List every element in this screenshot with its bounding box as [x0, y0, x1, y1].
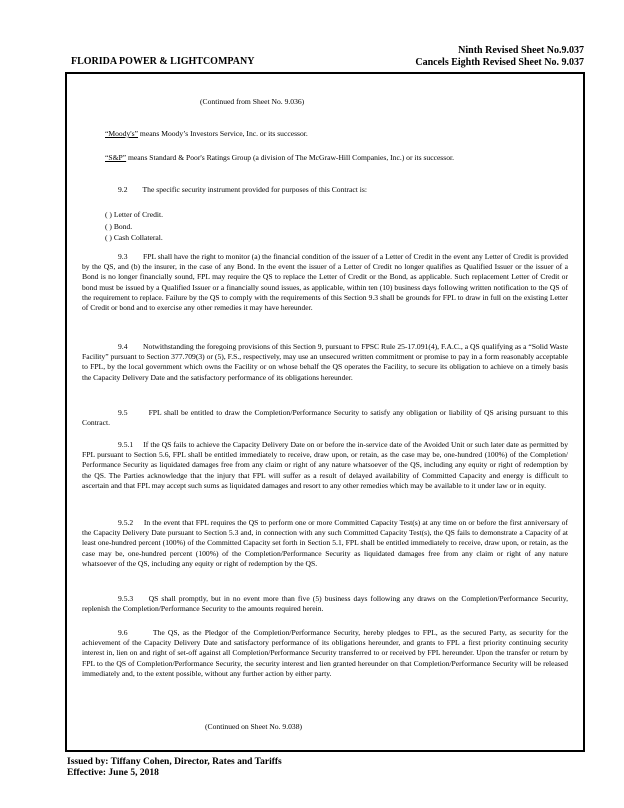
section-9-5: 9.5 FPL shall be entitled to draw the Completion/Performance Security to satisfy any obligation or liability of QS arising pursuant to this Contract. [82, 408, 570, 428]
section-9-4: 9.4 Notwithstanding the foregoing provisions of this Section 9, pursuant to FPSC Rule 25-17.091(4), F.A.C., a QS qualifying as a “Solid Waste Facility” pursuant to Section 377.709(3) or (5), F.S., respectively, may use an unsecured written commitment or promise to pay in a form reasonably acceptable to FPL, by the local government which owns the Facility or on whose behalf the QS operates the Facility, to secure its obligation to achieve on a timely basis the Capacity Delivery Date and the satisfactory performance of its obligations hereunder. [82, 342, 570, 382]
sheet-header [415, 45, 584, 69]
section-9-2: 9.2 The specific security instrument provided for purposes of this Contract is: [118, 185, 367, 194]
option-cash-collateral: ( ) Cash Collateral. [105, 233, 163, 242]
continued-on: (Continued on Sheet No. 9.038) [205, 722, 303, 731]
section-9-5-1: 9.5.1 If the QS fails to achieve the Capacity Delivery Date on or before the in-service date of the Avoided Unit or such later date as permitted by FPL pursuant to Section 5.6, FPL shall be entitled immediately to receive, draw upon, or retain, as the case may be, one-hundred (100%) of the Completion/ Performance Security as liquidated damages free from any claim or right of any nature whatsoever of the QS, including any equity or right of redemption by the QS. The Parties acknowledge that the injury that FPL will suffer as a result of delayed availability of Committed Capacity and energy is difficult to ascertain and that FPL may accept such sums as liquidated damages and resort to any other remedies which may be available to it under law or in equity. [82, 440, 570, 490]
cancels-sheet: Cancels Eighth Revised Sheet No. 9.037 [415, 57, 584, 68]
definition-sp: “S&P” means Standard & Poor's Ratings Group (a division of The McGraw-Hill Companies, Inc.) or its successor. [105, 153, 455, 162]
company-name: FLORIDA POWER & LIGHTCOMPANY [71, 56, 255, 67]
option-letter-of-credit: ( ) Letter of Credit. [105, 210, 163, 219]
section-9-5-3: 9.5.3 QS shall promptly, but in no event more than five (5) business days following any draws on the Completion/Performance Security, replenish the Completion/Performance Security to the amounts required herein. [82, 594, 570, 614]
effective-date: Effective: June 5, 2018 [67, 768, 159, 778]
sheet-number: Ninth Revised Sheet No.9.037 [458, 45, 584, 56]
section-9-3: 9.3 FPL shall have the right to monitor (a) the financial condition of the issuer of a Letter of Credit in the event any Letter of Credit is provided by the QS, and (b) the insurer, in the case of any Bond. In the event the issuer of a Letter of Credit no longer qualifies as Qualified Issuer or the issuer of a Bond is no longer financially sound, FPL may require the QS to replace the Letter of Credit or the Bond, as applicable. Such replacement Letter of Credit or bond must be issued by a Qualified Issuer or a financially sound issues, as applicable, within ten (10) business days following written notification to the QS of the requirement to replace. Failure by the QS to comply with the requirements of this Section 9.3 shall be grounds for FPL to draw in full on the existing Letter of Credit or bond and to exercise any other remedies it may have hereunder. [82, 252, 570, 313]
definition-moodys: “Moody's” means Moody’s Investors Service, Inc. or its successor. [105, 129, 308, 138]
continued-from: (Continued from Sheet No. 9.036) [200, 97, 305, 106]
footer [67, 757, 282, 779]
section-9-6: 9.6 The QS, as the Pledgor of the Completion/Performance Security, hereby pledges to FPL, as the secured Party, as security for the achievement of the Capacity Delivery Date and satisfactory performance of its obligations hereunder, and grants to FPL a first priority continuing security interest in, lien on and right of set-off against all Completion/Performance Security transferred to or received by FPL hereunder. Upon the transfer or return by FPL to the QS of Completion/Performance Security, the security interest and lien granted hereunder on that Completion/Performance Security will be released immediately and, to the extent possible, without any further action by either party. [82, 628, 570, 678]
issued-by: Issued by: Tiffany Cohen, Director, Rates and Tariffs [67, 757, 282, 767]
section-9-5-2: 9.5.2 In the event that FPL requires the QS to perform one or more Committed Capacity Test(s) at any time on or before the first anniversary of the Capacity Delivery Date pursuant to Section 5.3 and, in connection with any such Committed Capacity Test(s), the QS fails to demonstrate a Capacity of at least one-hundred percent (100%) of the Committed Capacity set forth in Section 5.1, FPL shall be entitled immediately to receive, draw upon, or retain, as the case may be, one-hundred percent (100%) of the Completion/Performance Security as liquidated damages free from any claim or right of any nature whatsoever of the QS, including any equity or right of redemption by the QS. [82, 518, 570, 568]
option-bond: ( ) Bond. [105, 222, 133, 231]
